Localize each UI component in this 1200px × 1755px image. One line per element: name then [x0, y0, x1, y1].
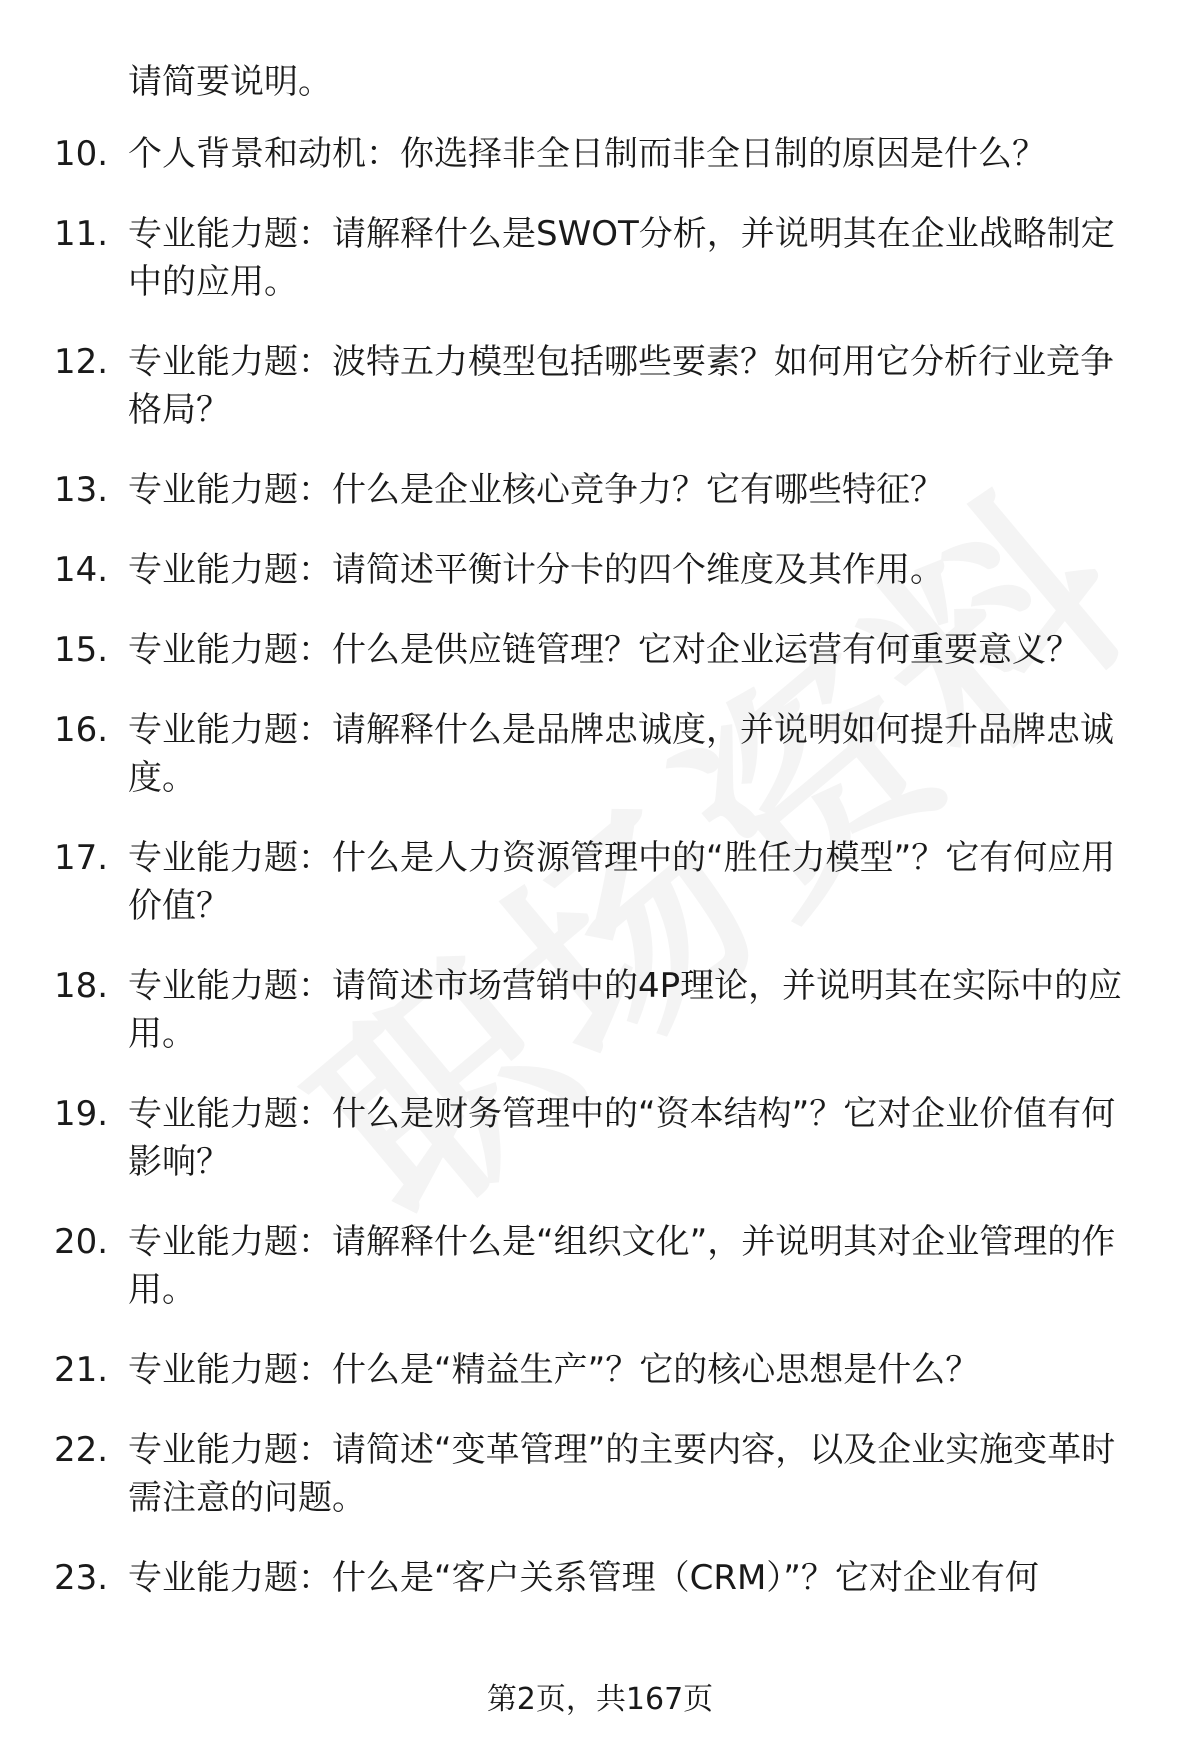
question-number: 20.	[54, 1222, 109, 1262]
question-text: 个人背景和动机：你选择非全日制而非全日制的原因是什么？	[128, 134, 1046, 174]
question-item	[0, 1090, 1200, 1186]
question-item	[0, 130, 1200, 178]
question-number: 10.	[54, 134, 109, 174]
question-text: 专业能力题：请简述市场营销中的4P理论，并说明其在实际中的应用。	[128, 966, 1123, 1054]
question-text: 专业能力题：什么是财务管理中的“资本结构”？它对企业价值有何影响？	[128, 1094, 1116, 1182]
question-number: 13.	[54, 470, 109, 510]
question-number: 14.	[54, 550, 109, 590]
question-item	[0, 1554, 1200, 1602]
question-number: 18.	[54, 966, 109, 1006]
question-text: 专业能力题：什么是人力资源管理中的“胜任力模型”？它有何应用价值？	[128, 838, 1116, 926]
question-item	[0, 1346, 1200, 1394]
question-number: 19.	[54, 1094, 109, 1134]
question-item	[0, 834, 1200, 930]
question-number: 15.	[54, 630, 109, 670]
question-item	[0, 466, 1200, 514]
continuation-line: 请简要说明。	[128, 62, 332, 102]
question-text: 专业能力题：什么是供应链管理？它对企业运营有何重要意义？	[128, 630, 1080, 670]
question-item	[0, 626, 1200, 674]
question-number: 21.	[54, 1350, 109, 1390]
question-item	[0, 1426, 1200, 1522]
question-item	[0, 338, 1200, 434]
question-text: 专业能力题：什么是“精益生产”？它的核心思想是什么？	[128, 1350, 980, 1390]
question-item	[0, 210, 1200, 306]
question-text: 专业能力题：波特五力模型包括哪些要素？如何用它分析行业竞争格局？	[128, 342, 1114, 430]
question-text: 专业能力题：请解释什么是品牌忠诚度，并说明如何提升品牌忠诚度。	[128, 710, 1114, 798]
question-number: 17.	[54, 838, 109, 878]
question-text: 专业能力题：什么是企业核心竞争力？它有哪些特征？	[128, 470, 944, 510]
question-text: 专业能力题：请解释什么是SWOT分析，并说明其在企业战略制定中的应用。	[128, 214, 1115, 302]
question-item	[0, 546, 1200, 594]
question-text: 专业能力题：请简述“变革管理”的主要内容，以及企业实施变革时需注意的问题。	[128, 1430, 1116, 1518]
question-item	[0, 1218, 1200, 1314]
question-number: 12.	[54, 342, 109, 382]
question-item	[0, 706, 1200, 802]
question-text: 专业能力题：请简述平衡计分卡的四个维度及其作用。	[128, 550, 944, 590]
question-number: 11.	[54, 214, 109, 254]
page-footer: 第2页，共167页	[486, 1682, 714, 1717]
question-item	[0, 962, 1200, 1058]
question-number: 23.	[54, 1558, 109, 1598]
question-text: 专业能力题：请解释什么是“组织文化”，并说明其对企业管理的作用。	[128, 1222, 1116, 1310]
question-text: 专业能力题：什么是“客户关系管理（CRM）”？它对企业有何	[128, 1558, 1039, 1598]
question-list	[0, 130, 1200, 1634]
question-number: 16.	[54, 710, 109, 750]
question-number: 22.	[54, 1430, 109, 1470]
